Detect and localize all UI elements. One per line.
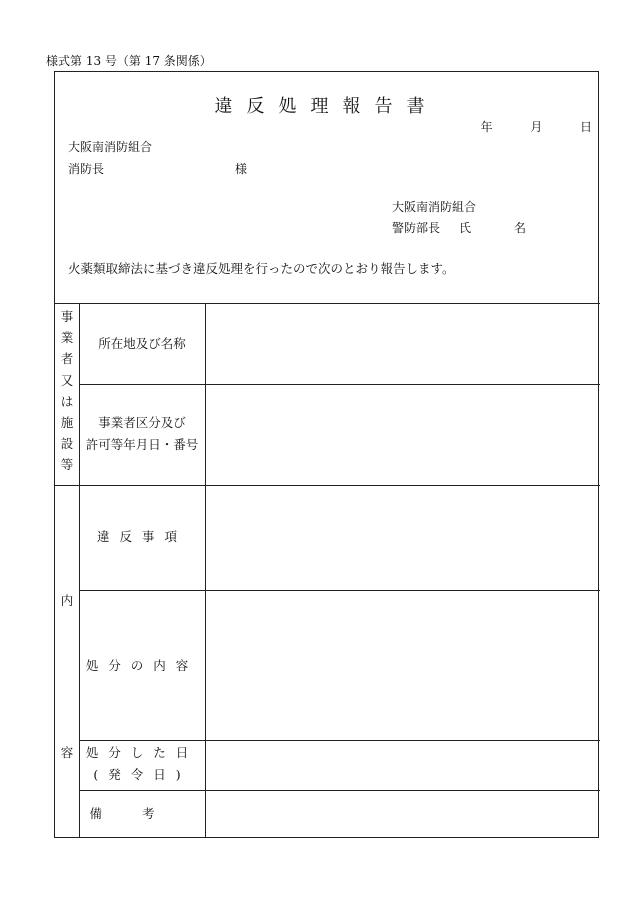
operator-section-label <box>55 306 79 476</box>
date-line <box>481 118 592 135</box>
table-top-border <box>55 303 600 304</box>
addressee-honorific: 様 <box>235 162 248 176</box>
row-divider <box>79 590 600 591</box>
operator-char: 又 <box>60 372 74 388</box>
content-section-label-top: 内 <box>60 593 74 608</box>
remarks-label: 備考 <box>89 806 195 821</box>
operator-char: 等 <box>60 457 74 473</box>
operator-char: 者 <box>60 351 74 367</box>
operator-char: は <box>60 393 74 409</box>
order-date-label: (発令日) <box>93 767 191 782</box>
addressee-title: 消防長 <box>68 162 105 176</box>
sender-title: 警防部長 <box>392 221 441 235</box>
row-divider <box>79 740 600 741</box>
date-day-label: 日 <box>579 120 592 134</box>
operator-char: 業 <box>60 330 74 346</box>
report-form <box>54 71 599 838</box>
row-divider <box>79 384 600 385</box>
report-statement: 火薬類取締法に基づき違反処理を行ったので次のとおり報告します。 <box>68 261 455 276</box>
addressee-organization: 大阪南消防組合 <box>68 140 153 154</box>
date-year-label: 年 <box>480 120 493 134</box>
disposition-date-label: 処分した日 <box>85 745 199 760</box>
sender-name-suffix: 名 <box>514 221 527 235</box>
disposition-label: 処分の内容 <box>85 658 199 673</box>
location-label: 所在地及び名称 <box>98 336 186 351</box>
section-divider <box>55 485 600 486</box>
operator-char: 設 <box>60 436 74 452</box>
violation-label: 違反事項 <box>96 529 187 544</box>
sender-name-label: 氏 <box>459 221 472 235</box>
date-month-label: 月 <box>530 120 543 134</box>
category-label-line2: 許可等年月日・番号 <box>85 437 199 452</box>
form-number: 様式第 13 号（第 17 条関係） <box>46 54 212 68</box>
column-divider <box>205 303 206 837</box>
operator-char: 施 <box>60 415 74 431</box>
sender-organization: 大阪南消防組合 <box>392 200 477 214</box>
form-title: 違反処理報告書 <box>214 96 439 117</box>
category-label-line1: 事業者区分及び <box>98 415 186 430</box>
row-divider <box>79 790 600 791</box>
operator-char: 事 <box>60 309 74 324</box>
content-section-label-bottom: 容 <box>60 745 74 760</box>
